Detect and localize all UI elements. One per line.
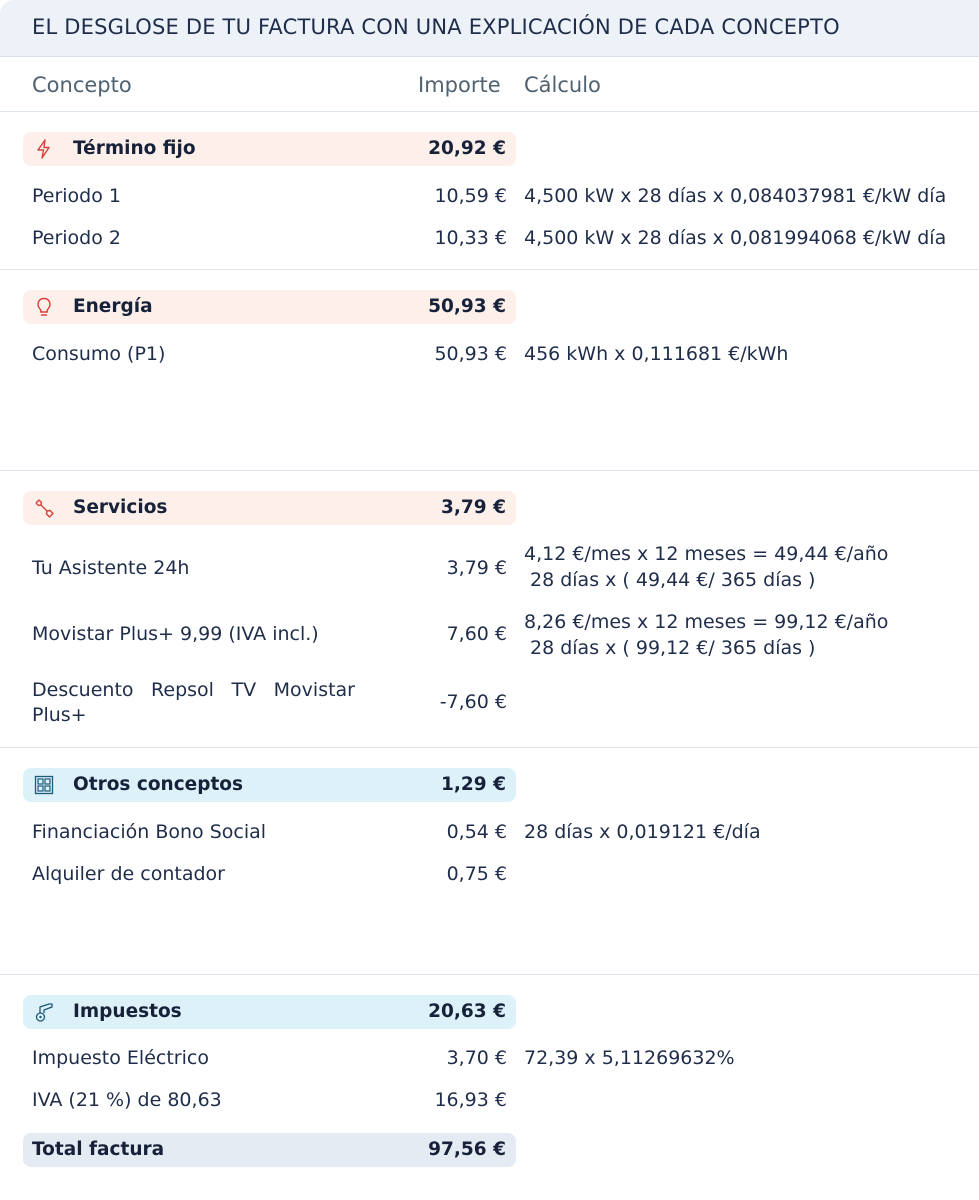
section-title: Energía: [73, 296, 153, 317]
divider: [0, 470, 979, 471]
row-amount: 0,75 €: [446, 863, 507, 885]
column-header-calc: Cálculo: [524, 73, 601, 97]
row-amount: 3,70 €: [446, 1047, 507, 1069]
total-amount: 97,56 €: [428, 1139, 506, 1160]
row-amount: 7,60 €: [446, 623, 507, 645]
section-header-energia: [23, 290, 516, 324]
section-total: 20,63 €: [428, 1001, 506, 1022]
section-total: 20,92 €: [428, 138, 506, 159]
divider: [0, 747, 979, 748]
section-title: Impuestos: [73, 1001, 182, 1022]
row-calc: 72,39 x 5,11269632%: [524, 1047, 735, 1069]
row-amount: 50,93 €: [434, 343, 507, 365]
divider: [0, 269, 979, 270]
row-calc: 4,500 kW x 28 días x 0,084037981 €/kW día: [524, 185, 947, 207]
grid-icon: [33, 774, 55, 796]
divider: [0, 111, 979, 112]
column-header-concept: Concepto: [32, 73, 132, 97]
section-header-otros-conceptos: [23, 768, 516, 802]
section-total: 1,29 €: [441, 774, 506, 795]
row-amount: 3,79 €: [446, 557, 507, 579]
row-label: Financiación Bono Social: [32, 821, 267, 843]
row-amount: 10,59 €: [434, 185, 507, 207]
column-header-amount: Importe: [418, 73, 501, 97]
row-calc: 28 días x 0,019121 €/día: [524, 821, 761, 843]
row-amount: 10,33 €: [434, 227, 507, 249]
section-total: 50,93 €: [428, 296, 506, 317]
row-calc: 8,26 €/mes x 12 meses = 99,12 €/año: [524, 611, 889, 633]
row-label: Descuento Repsol TV Movistar Plus+: [32, 679, 355, 726]
lightning-icon: [33, 138, 55, 160]
row-calc-detail: 28 días x ( 99,12 €/ 365 días ): [530, 637, 816, 659]
row-calc: 456 kWh x 0,111681 €/kWh: [524, 343, 789, 365]
row-label: Alquiler de contador: [32, 863, 225, 885]
wrench-icon: [33, 497, 55, 519]
row-label: Periodo 1: [32, 185, 121, 207]
section-header-impuestos: [23, 995, 516, 1029]
divider: [0, 974, 979, 975]
section-title: Término fijo: [73, 138, 196, 159]
page-header: [0, 0, 979, 57]
total-row: [23, 1133, 516, 1167]
section-header-servicios: [23, 491, 516, 525]
section-header-termino-fijo: [23, 132, 516, 166]
row-label: Movistar Plus+ 9,99 (IVA incl.): [32, 623, 319, 645]
row-label: IVA (21 %) de 80,63: [32, 1089, 222, 1111]
tax-icon: [33, 1001, 55, 1023]
section-title: Servicios: [73, 497, 168, 518]
row-label: Consumo (P1): [32, 343, 166, 365]
row-label: Impuesto Eléctrico: [32, 1047, 209, 1069]
lightbulb-icon: [33, 296, 55, 318]
row-calc: 4,12 €/mes x 12 meses = 49,44 €/año: [524, 543, 889, 565]
row-label: Tu Asistente 24h: [32, 557, 190, 579]
row-label: Periodo 2: [32, 227, 121, 249]
section-total: 3,79 €: [441, 497, 506, 518]
total-label: Total factura: [32, 1139, 165, 1160]
row-amount: 16,93 €: [434, 1089, 507, 1111]
row-amount: -7,60 €: [439, 691, 507, 713]
page-title: EL DESGLOSE DE TU FACTURA CON UNA EXPLICACIÓN DE CADA CONCEPTO: [32, 15, 840, 39]
section-title: Otros conceptos: [73, 774, 244, 795]
row-amount: 0,54 €: [446, 821, 507, 843]
row-calc: 4,500 kW x 28 días x 0,081994068 €/kW día: [524, 227, 947, 249]
row-calc-detail: 28 días x ( 49,44 €/ 365 días ): [530, 569, 816, 591]
